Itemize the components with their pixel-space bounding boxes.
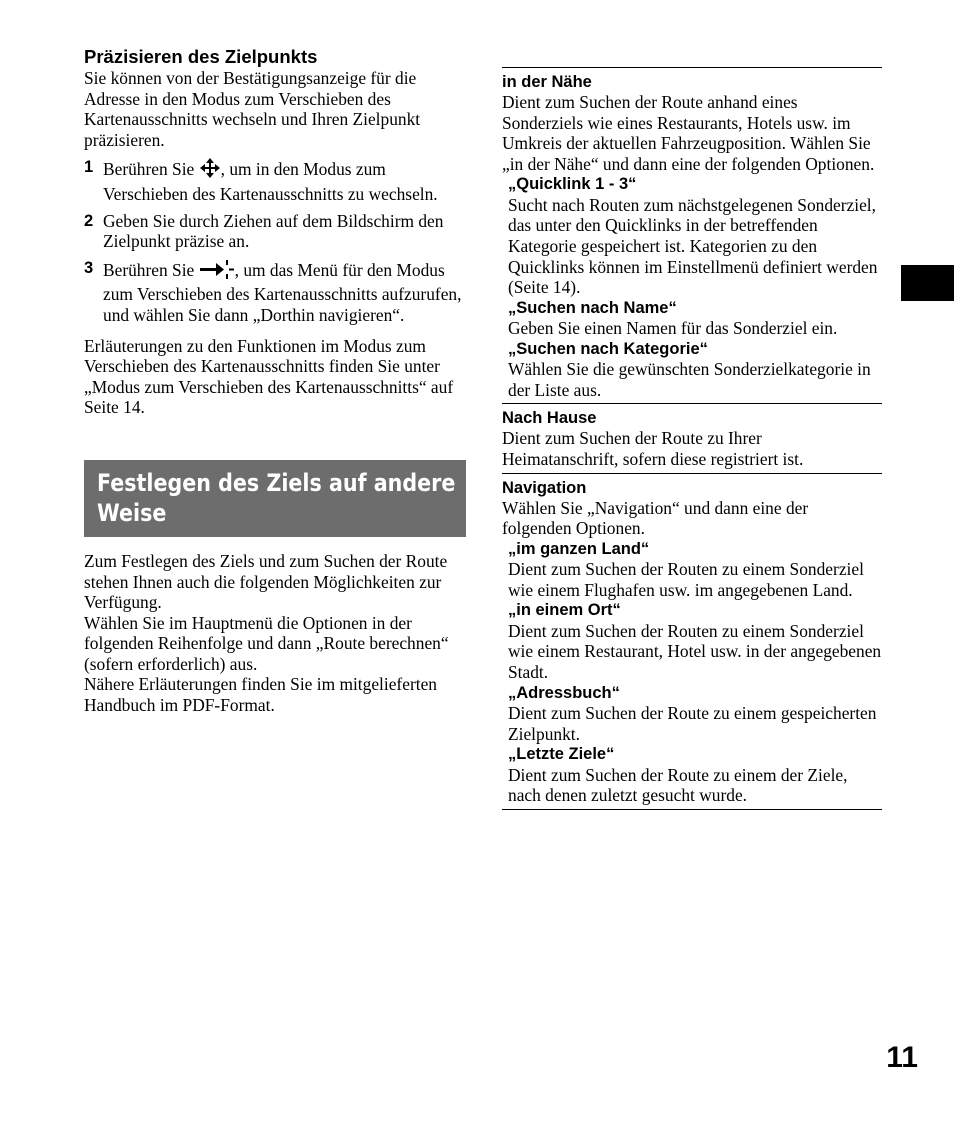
chapter-tab-marker: [901, 265, 954, 301]
option-text: Dient zum Suchen der Routen zu einem Sonderziel wie einem Restaurant, Hotel usw. in der angegebenen Stadt.: [508, 620, 882, 682]
option-title: „in einem Ort“: [508, 601, 621, 620]
section-title: Präzisieren des Zielpunkts: [84, 46, 318, 67]
paragraph-line: Nähere Erläuterungen finden Sie im mitgelieferten Handbuch im PDF-Format.: [84, 674, 437, 716]
note-paragraph: Erläuterungen zu den Funktionen im Modus zum Verschieben des Kartenausschnitts finden Sie unter „Modus zum Verschieben des Kartenausschnitts“ auf Seite 14.: [84, 335, 454, 418]
step-text-before: Berühren Sie: [103, 159, 199, 180]
option-item: [502, 600, 882, 682]
section-banner: [84, 460, 466, 537]
left-column: [84, 46, 466, 716]
paragraph-line: Zum Festlegen des Ziels und zum Suchen der Route stehen Ihnen auch die folgenden Möglichkeiten zur Verfügung.: [84, 550, 448, 613]
option-item: [502, 744, 882, 806]
arrow-target-icon: [199, 258, 235, 285]
step-number: 3: [84, 258, 94, 277]
block-text: Wählen Sie „Navigation“ und dann eine der folgenden Optionen.: [502, 497, 809, 539]
page-number: 11: [886, 1041, 918, 1074]
step-2: [84, 211, 466, 252]
step-1: [84, 157, 466, 204]
step-number: 2: [84, 211, 94, 230]
block-text: Dient zum Suchen der Route zu Ihrer Heimatanschrift, sofern diese registriert ist.: [502, 428, 804, 469]
banner-line-1: Festlegen des Ziels auf andere: [97, 468, 456, 497]
move-cross-icon: [199, 157, 221, 184]
block-nearby: [502, 67, 882, 403]
option-item: [502, 339, 882, 401]
other-ways-paragraph: [84, 551, 466, 716]
option-text: Dient zum Suchen der Route zu einem gespeicherten Zielpunkt.: [508, 702, 877, 744]
step-number: 1: [84, 158, 94, 177]
option-title: „Suchen nach Kategorie“: [508, 339, 708, 358]
option-title: „Quicklink 1 - 3“: [508, 175, 637, 194]
option-item: [502, 683, 882, 745]
option-item: [502, 298, 882, 339]
option-item: [502, 539, 882, 601]
option-title: „Letzte Ziele“: [508, 745, 615, 764]
step-text-after: , um in den Modus zum Verschieben des Kartenausschnitts zu wechseln.: [103, 159, 438, 204]
option-text: Dient zum Suchen der Route zu einem der Ziele, nach denen zuletzt gesucht wurde.: [508, 764, 848, 806]
option-text: Geben Sie einen Namen für das Sonderziel ein.: [508, 318, 838, 339]
paragraph-line: Wählen Sie im Hauptmenü die Optionen in der folgenden Reihenfolge und dann „Route berechnen“ (sofern erforderlich) aus.: [84, 612, 449, 674]
option-text: Dient zum Suchen der Routen zu einem Sonderziel wie einem Flughafen usw. im angegebenen Land.: [508, 559, 864, 600]
block-home: [502, 403, 882, 472]
block-navigation: [502, 473, 882, 810]
block-heading: Navigation: [502, 478, 587, 497]
option-item: [502, 174, 882, 297]
option-text: Sucht nach Routen zum nächstgelegenen Sonderziel, das unter den Quicklinks in der betreffenden Kategorie gespeichert ist. Kategorien zu den Quicklinks können im Einstellmenü definiert werden (Seite 14).: [508, 194, 878, 298]
block-heading: in der Nähe: [502, 73, 592, 91]
option-title: „Adressbuch“: [508, 683, 620, 702]
step-3: [84, 258, 466, 326]
block-text: Dient zum Suchen der Route anhand eines Sonderziels wie eines Restaurants, Hotels usw. im Umkreis der aktuellen Fahrzeugposition. Wählen Sie „in der Nähe“ und dann eine der folgenden Optionen.: [502, 92, 875, 174]
banner-line-2: Weise: [97, 498, 167, 527]
step-text-after: , um das Menü für den Modus zum Verschieben des Kartenausschnitts aufzurufen, und wählen Sie dann „Dorthin navigieren“.: [103, 259, 462, 325]
option-text: Wählen Sie die gewünschten Sonderzielkategorie in der Liste aus.: [508, 359, 871, 400]
step-text: Geben Sie durch Ziehen auf dem Bildschirm den Zielpunkt präzise an.: [103, 210, 444, 252]
right-column-table: [502, 67, 882, 810]
option-title: „Suchen nach Name“: [508, 298, 677, 317]
step-text-before: Berühren Sie: [103, 259, 199, 280]
option-title: „im ganzen Land“: [508, 539, 650, 558]
block-heading: Nach Hause: [502, 409, 597, 428]
intro-paragraph: Sie können von der Bestätigungsanzeige für die Adresse in den Modus zum Verschieben des Kartenausschnitts wechseln und Ihren Zielpunkt präzisieren.: [84, 68, 421, 150]
